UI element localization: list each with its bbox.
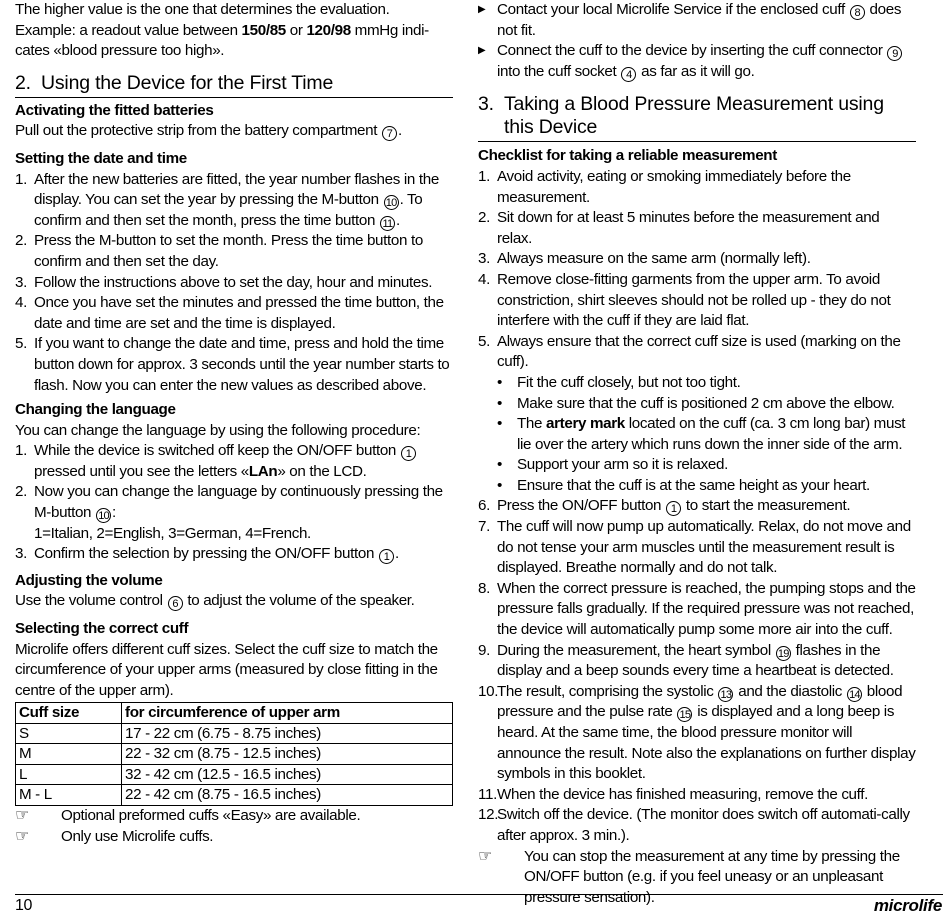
pointing-hand-icon: ☞	[478, 847, 492, 865]
list-item: ▶ Contact your local Microlife Service if the enclosed cuff 8 does not fit.	[478, 0, 916, 41]
bullet-dot-icon: •	[497, 415, 502, 433]
page-number: 10	[15, 897, 33, 914]
footer-divider	[15, 894, 943, 895]
pointing-hand-icon: ☞	[15, 827, 29, 845]
list-item: 3. Always measure on the same arm (normally left).	[478, 250, 811, 268]
list-item: 3. Confirm the selection by pressing the ON/OFF button 1 .	[15, 545, 399, 564]
list-item: 2. Press the M-button to set the month. Press the time button to confirm and then set the day.	[15, 232, 423, 270]
ref-circle: 11	[380, 216, 395, 231]
cuff-instructions	[478, 0, 916, 82]
bullet-dot-icon: •	[497, 476, 502, 494]
ref-circle: 4	[621, 67, 636, 82]
table-row: L 32 - 42 cm (12.5 - 16.5 inches)	[16, 764, 453, 785]
list-item: • Make sure that the cuff is positioned 2 cm above the elbow.	[497, 394, 916, 415]
pointing-hand-icon: ☞	[15, 806, 29, 824]
note-item: ☞ Optional preformed cuffs «Easy» are available.	[15, 806, 453, 827]
table-header-row: Cuff size for circumference of upper arm	[16, 703, 453, 724]
list-item: 7. The cuff will now pump up automatically. Relax, do not move and do not tense your arm muscles until the measurement result is displayed. Breathe normally and do not talk.	[478, 518, 911, 577]
cuff-size-table	[15, 702, 453, 806]
list-item: 1. While the device is switched off keep the ON/OFF button 1 pressed until you see the letters «LAn» on the LCD.	[15, 441, 453, 482]
list-item: 11. When the device has finished measuring, remove the cuff.	[478, 785, 868, 803]
bullet-dot-icon: •	[497, 373, 502, 391]
list-item: 2. Now you can change the language by continuously pressing the M-button 10 : 1=Italian, 2=English, 3=German, 4=French.	[15, 483, 443, 542]
ref-circle: 13	[718, 687, 733, 702]
ref-circle: 15	[677, 707, 692, 722]
section-3-heading: 3. Taking a Blood Pressure Measurement using this Device	[478, 93, 916, 142]
ref-circle: 8	[850, 5, 865, 20]
ref-circle: 1	[401, 446, 416, 461]
datetime-heading: Setting the date and time	[15, 149, 187, 167]
intro-line: cates «blood pressure too high».	[15, 42, 225, 60]
intro-example: Example: a readout value between 150/85 or 120/98 mmHg indi-	[15, 21, 429, 39]
ref-circle: 6	[168, 596, 183, 611]
list-item: 5. Always ensure that the correct cuff size is used (marking on the cuff).	[478, 332, 901, 371]
ref-circle: 7	[382, 126, 397, 141]
table-row: S 17 - 22 cm (6.75 - 8.75 inches)	[16, 723, 453, 744]
language-heading: Changing the language	[15, 401, 176, 419]
language-intro: You can change the language by using the following procedure:	[15, 421, 421, 439]
list-item: 3. Follow the instructions above to set the day, hour and minutes.	[15, 273, 433, 291]
list-item: • The artery mark located on the cuff (ca. 3 cm long bar) must lie over the artery which runs down the inner side of the arm.	[497, 414, 916, 455]
list-item: 5. If you want to change the date and time, press and hold the time button down for approx. 3 seconds until the year number starts to flash. Now you can enter the new values as described above.	[15, 335, 450, 394]
list-item: 4. Once you have set the minutes and pressed the time button, the date and time are set and the time is displayed.	[15, 294, 444, 332]
brand-logo: microlife	[873, 896, 942, 915]
list-item: 9. During the measurement, the heart symbol 19 flashes in the display and a beep sounds every time a heartbeat is detected.	[478, 641, 894, 680]
ref-circle: 10	[384, 195, 399, 210]
list-item: ▶ Connect the cuff to the device by inserting the cuff connector 9 into the cuff socket 4 as far as it will go.	[478, 41, 916, 82]
list-item: 1. After the new batteries are fitted, the year number flashes in the display. You can set the year by pressing the M-button 10 . To confirm and then set the month, press the time button 11 .	[15, 170, 439, 230]
list-item: 8. When the correct pressure is reached, the pumping stops and the pressure falls gradually. If the required pressure was not reached, the device will automatically pump some more air into the cuff.	[478, 579, 916, 639]
volume-text: Use the volume control 6 to adjust the volume of the speaker.	[15, 592, 415, 611]
list-item: 12. Switch off the device. (The monitor does switch off automati-cally after approx. 3 min.).	[478, 806, 910, 844]
cuff-fit-bullets	[478, 373, 916, 497]
ref-circle: 19	[776, 646, 791, 661]
ref-circle: 1	[379, 549, 394, 564]
ref-circle: 9	[887, 46, 902, 61]
list-item: 10. The result, comprising the systolic 13 and the diastolic 14 blood pressure and the pulse rate 15 is displayed and a long beep is heard. At the same time, the blood pressure monitor will announce the result. Note also the explanations on further display symbols in this booklet.	[478, 682, 916, 783]
ref-circle: 10	[96, 508, 111, 523]
datetime-steps	[15, 170, 453, 397]
list-item: 4. Remove close-fitting garments from the upper arm. To avoid constriction, shirt sleeves should not be rolled up - they do not interfere with the cuff if they are laid flat.	[478, 270, 891, 330]
right-column	[478, 0, 916, 908]
language-steps	[15, 441, 453, 565]
intro-line: The higher value is the one that determines the evaluation.	[15, 1, 390, 18]
table-row: M 22 - 32 cm (8.75 - 12.5 inches)	[16, 744, 453, 765]
note-item: ☞ You can stop the measurement at any time by pressing the ON/OFF button (e.g. if you feel uneasy or an unpleasant pressure sensation).	[478, 847, 916, 909]
list-item: 1. Avoid activity, eating or smoking immediately before the measurement.	[478, 167, 851, 206]
measurement-steps	[478, 496, 916, 846]
triangle-bullet-icon: ▶	[478, 4, 486, 15]
triangle-bullet-icon: ▶	[478, 45, 486, 57]
note-item: ☞ Only use Microlife cuffs.	[15, 827, 453, 848]
section-2-heading: 2. Using the Device for the First Time	[15, 72, 453, 98]
volume-heading: Adjusting the volume	[15, 571, 163, 589]
ref-circle: 1	[666, 501, 681, 516]
ref-circle: 14	[847, 687, 862, 702]
checklist-heading: Checklist for taking a reliable measurement	[478, 147, 777, 165]
list-item: 2. Sit down for at least 5 minutes before the measurement and relax.	[478, 209, 880, 247]
list-item: • Ensure that the cuff is at the same height as your heart.	[497, 476, 916, 497]
table-row: M - L 22 - 42 cm (8.75 - 16.5 inches)	[16, 785, 453, 806]
cuff-text: Microlife offers different cuff sizes. Select the cuff size to match the circumference of your upper arms (measured by close fitting in the centre of the upper arm).	[15, 640, 438, 699]
cuff-heading: Selecting the correct cuff	[15, 620, 189, 638]
batteries-text: Pull out the protective strip from the battery compartment 7 .	[15, 122, 402, 141]
intro-paragraph	[15, 0, 453, 62]
list-item: 6. Press the ON/OFF button 1 to start the measurement.	[478, 497, 851, 516]
list-item: • Support your arm so it is relaxed.	[497, 455, 916, 476]
bullet-dot-icon: •	[497, 394, 502, 412]
bullet-dot-icon: •	[497, 456, 502, 474]
checklist-steps	[478, 167, 916, 373]
list-item: • Fit the cuff closely, but not too tight.	[497, 373, 916, 394]
left-column	[15, 0, 453, 847]
batteries-heading: Activating the fitted batteries	[15, 101, 214, 119]
